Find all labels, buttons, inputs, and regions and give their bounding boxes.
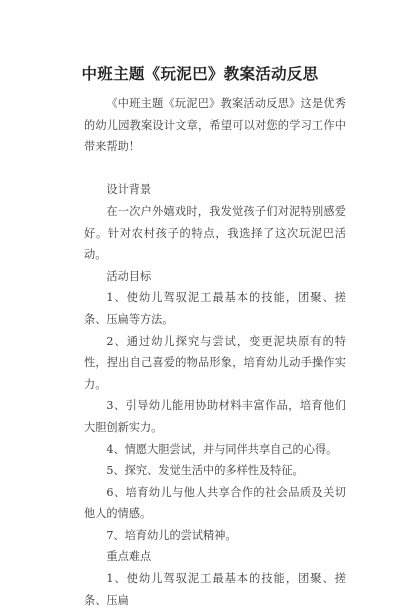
goal-item-5: 5、探究、发觉生活中的多样性及特征。 <box>106 464 304 478</box>
goal-item-3: 3、引导幼儿能用协助材料丰富作品，培育他们大胆创新实力。 <box>84 399 346 434</box>
goal-item-4: 4、情愿大胆尝试，并与同伴共享自己的心得。 <box>106 442 338 456</box>
goal-item-7: 7、培育幼儿的尝试精神。 <box>106 528 237 542</box>
goal-item-1: 1、使幼儿驾驭泥工最基本的技能，团聚、搓条、压扁等方法。 <box>84 291 346 326</box>
section-heading-focus: 重点难点 <box>106 550 152 564</box>
document-body <box>84 93 346 611</box>
goal-item-6: 6、培育幼儿与他人共享合作的社会品质及关切他人的情感。 <box>84 485 346 521</box>
document-title: 中班主题《玩泥巴》教案活动反思 <box>81 64 319 83</box>
background-paragraph: 在一次户外嬉戏时，我发觉孩子们对泥特别感爱好。针对农村孩子的特点，我选择了这次玩泥巴活动。 <box>84 204 346 262</box>
section-heading-background: 设计背景 <box>106 183 152 197</box>
goal-item-2: 2、通过幼儿探究与尝试，变更泥块原有的特性，捏出自己喜爱的物品形象，培育幼儿动手操作实力。 <box>84 334 346 391</box>
intro-paragraph: 《中班主题《玩泥巴》教案活动反思》这是优秀的幼儿园教案设计文章，希望可以对您的学习工作中带来帮助！ <box>84 97 346 154</box>
focus-item-1: 1、使幼儿驾驭泥工最基本的技能，团聚、搓条、压扁 <box>84 572 346 607</box>
section-heading-goals: 活动目标 <box>106 269 152 283</box>
